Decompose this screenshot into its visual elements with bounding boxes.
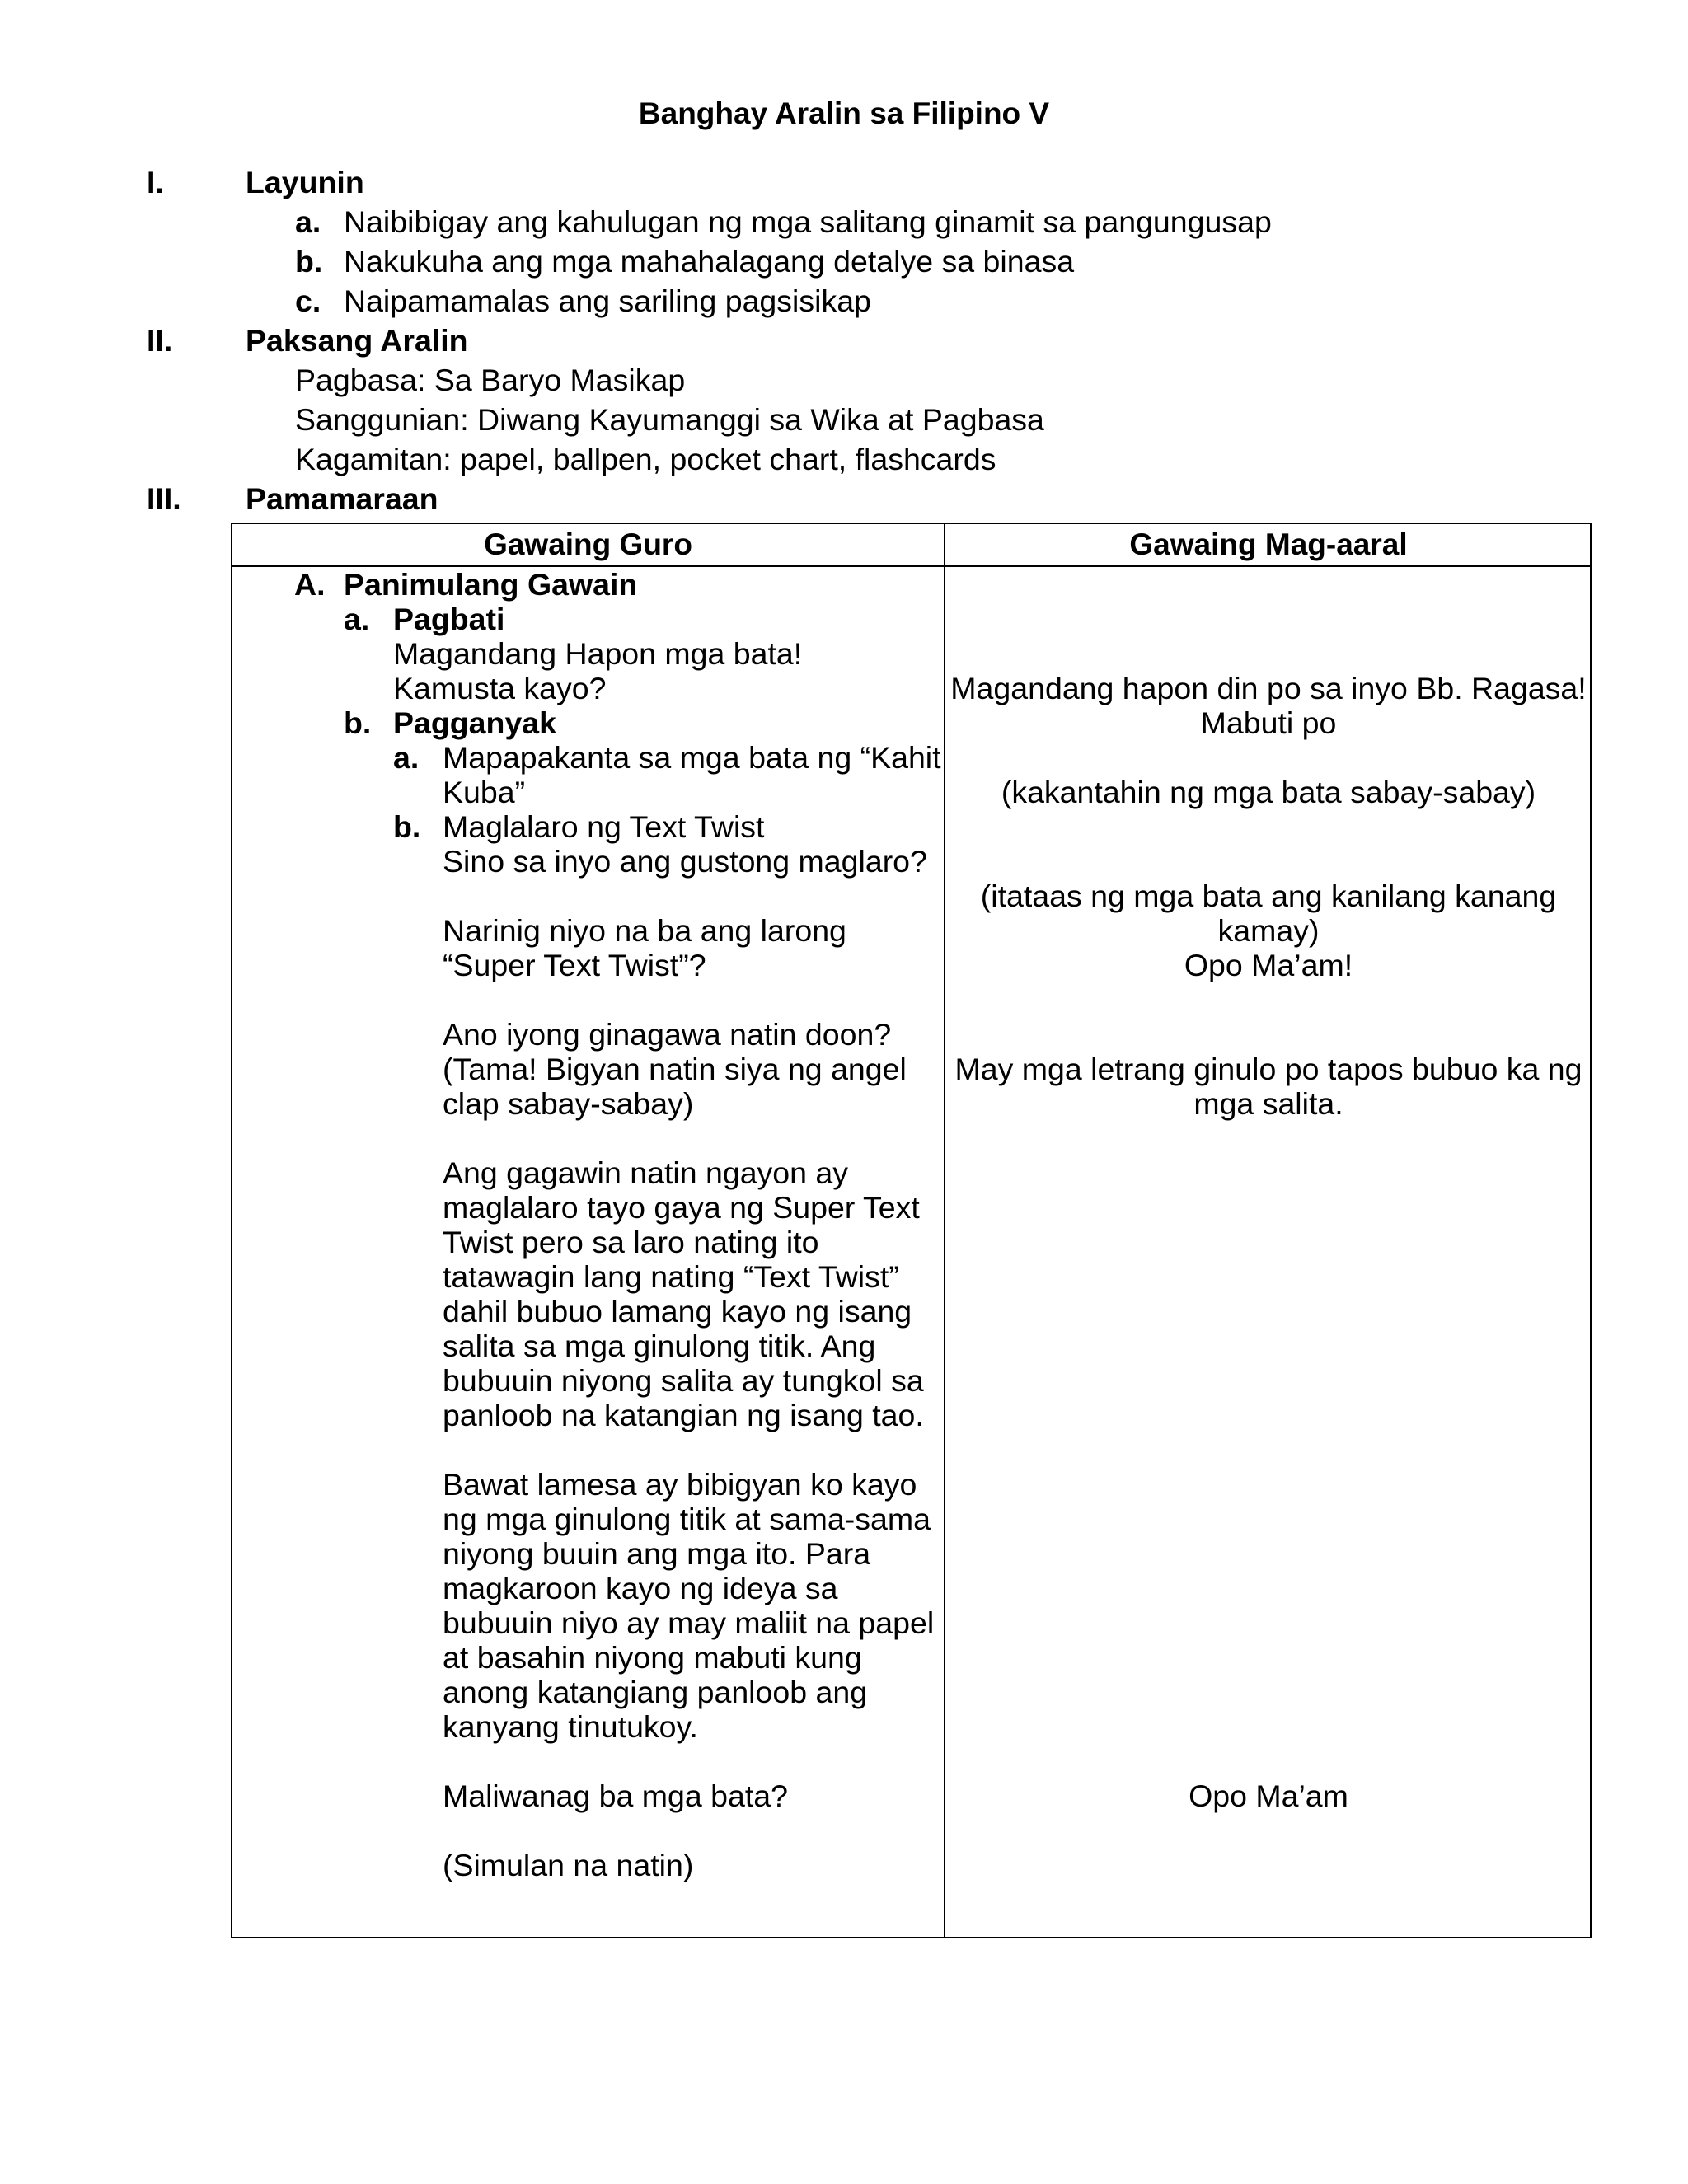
sub-activity-letter: b. xyxy=(344,705,372,740)
teacher-line: Bawat lamesa ay bibigyan ko kayo xyxy=(443,1467,917,1502)
objective-letter: c. xyxy=(295,284,321,318)
teacher-line: Kamusta kayo? xyxy=(393,671,607,705)
teacher-line: dahil bubuo lamang kayo ng isang xyxy=(443,1294,912,1329)
column-header-gawaing-guro: Gawaing Guro xyxy=(484,527,692,561)
teacher-line: salita sa mga ginulong titik. Ang xyxy=(443,1329,876,1363)
teacher-line: Mapapakanta sa mga bata ng “Kahit xyxy=(443,740,941,775)
column-header-gawaing-mag-aaral: Gawaing Mag-aaral xyxy=(1129,527,1408,561)
sub-activity-letter: a. xyxy=(344,602,370,636)
paksa-line: Sanggunian: Diwang Kayumanggi sa Wika at Pagbasa xyxy=(295,402,1044,437)
paksa-line: Pagbasa: Sa Baryo Masikap xyxy=(295,363,686,397)
objective-text: Naibibigay ang kahulugan ng mga salitang ginamit sa pangungusap xyxy=(344,204,1272,239)
student-response: May mga letrang ginulo po tapos bubuo ka ng xyxy=(954,1052,1582,1086)
procedure-table xyxy=(231,523,1592,1938)
teacher-line: panloob na katangian ng isang tao. xyxy=(443,1398,924,1432)
teacher-line: clap sabay-sabay) xyxy=(443,1086,694,1121)
student-response: Mabuti po xyxy=(1200,705,1337,740)
teacher-line: maglalaro tayo gaya ng Super Text xyxy=(443,1190,920,1225)
teacher-line: bubuuin niyong salita ay tungkol sa xyxy=(443,1363,924,1398)
teacher-line: Maglalaro ng Text Twist xyxy=(443,809,765,844)
student-response: Magandang hapon din po sa inyo Bb. Ragasa! xyxy=(950,671,1587,705)
section-title-layunin: Layunin xyxy=(246,165,364,199)
teacher-line: bubuuin niyo ay may maliit na papel xyxy=(443,1605,935,1640)
student-response: (kakantahin ng mga bata sabay-sabay) xyxy=(1001,775,1536,809)
teacher-line: Maliwanag ba mga bata? xyxy=(443,1779,789,1813)
teacher-line: anong katangiang panloob ang xyxy=(443,1675,868,1709)
teacher-line: at basahin niyong mabuti kung xyxy=(443,1640,862,1675)
teacher-line: niyong buuin ang mga ito. Para xyxy=(443,1536,871,1571)
sub-activity-heading: Pagbati xyxy=(393,602,505,636)
section-title-pamamaraan: Pamamaraan xyxy=(246,481,438,516)
teacher-line: Narinig niyo na ba ang larong xyxy=(443,913,846,948)
step-letter: b. xyxy=(393,809,421,844)
teacher-line: “Super Text Twist”? xyxy=(443,948,706,982)
teacher-line: Ang gagawin natin ngayon ay xyxy=(443,1155,849,1190)
student-response: kamay) xyxy=(1217,913,1320,948)
objective-text: Naipamamalas ang sariling pagsisikap xyxy=(344,284,871,318)
teacher-line: kanyang tinutukoy. xyxy=(443,1709,698,1744)
section-title-paksang-aralin: Paksang Aralin xyxy=(246,323,468,358)
teacher-line: Sino sa inyo ang gustong maglaro? xyxy=(443,844,927,879)
page-title: Banghay Aralin sa Filipino V xyxy=(638,96,1050,130)
objective-text: Nakukuha ang mga mahahalagang detalye sa binasa xyxy=(344,244,1075,279)
teacher-line: ng mga ginulong titik at sama-sama xyxy=(443,1502,931,1536)
sub-activity-heading: Pagganyak xyxy=(393,705,557,740)
paksa-line: Kagamitan: papel, ballpen, pocket chart, flashcards xyxy=(295,442,996,476)
student-response: Opo Ma’am! xyxy=(1184,948,1353,982)
teacher-line: magkaroon kayo ng ideya sa xyxy=(443,1571,838,1605)
section-numeral-layunin: I. xyxy=(147,165,164,199)
student-response: (itataas ng mga bata ang kanilang kanang xyxy=(980,879,1557,913)
activity-heading: Panimulang Gawain xyxy=(344,567,638,602)
teacher-line: Magandang Hapon mga bata! xyxy=(393,636,803,671)
section-numeral-pamamaraan: III. xyxy=(147,481,181,516)
student-response: mga salita. xyxy=(1193,1086,1343,1121)
teacher-line: (Tama! Bigyan natin siya ng angel xyxy=(443,1052,907,1086)
objective-letter: b. xyxy=(295,244,323,279)
teacher-line: Kuba” xyxy=(443,775,526,809)
student-response: Opo Ma’am xyxy=(1189,1779,1348,1813)
teacher-line: Twist pero sa laro nating ito xyxy=(443,1225,819,1259)
teacher-line: (Simulan na natin) xyxy=(443,1848,694,1882)
section-numeral-paksang-aralin: II. xyxy=(147,323,173,358)
activity-letter: A. xyxy=(294,567,326,602)
step-letter: a. xyxy=(393,740,420,775)
teacher-line: tatawagin lang nating “Text Twist” xyxy=(443,1259,899,1294)
objective-letter: a. xyxy=(295,204,321,239)
teacher-line: Ano iyong ginagawa natin doon? xyxy=(443,1017,892,1052)
